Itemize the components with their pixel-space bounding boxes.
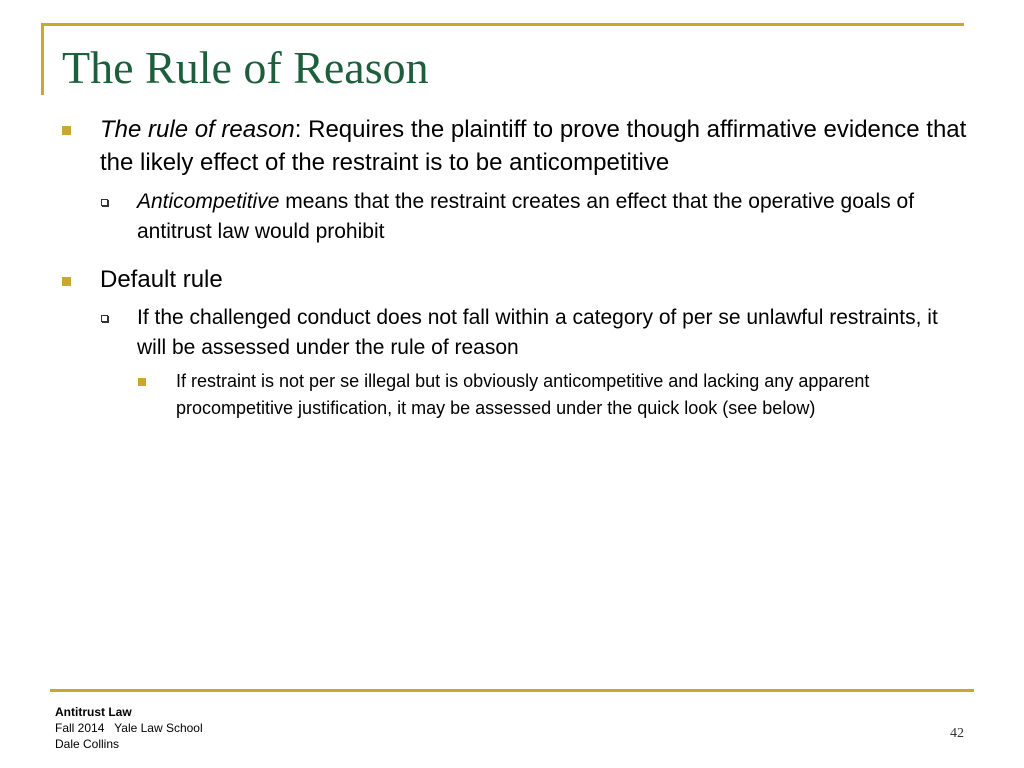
bullet-2-subsub-text: If restraint is not per se illegal but is obviously anticompetitive and lacking any apparent procompetitive justification, it may be assessed under the quick look (see below) bbox=[176, 371, 870, 418]
footer-term-school: Fall 2014 Yale Law School bbox=[55, 721, 203, 735]
page-number: 42 bbox=[950, 726, 964, 741]
bullet-1-body: : Requires the plaintiff to prove though affirmative evidence that the likely effect of the restraint is to be anticompetitive bbox=[100, 116, 967, 176]
bullet-1-sub-body: means that the restraint creates an effect that the operative goals of antitrust law would prohibit bbox=[137, 190, 915, 243]
square-bullet-icon bbox=[138, 378, 146, 386]
hollow-square-bullet-icon bbox=[101, 199, 108, 206]
frame-top-rule bbox=[41, 23, 964, 26]
square-bullet-icon bbox=[62, 277, 71, 286]
hollow-square-bullet-icon bbox=[101, 315, 108, 322]
frame-left-rule bbox=[41, 23, 44, 95]
footer-info bbox=[55, 704, 203, 752]
bullet-1-text bbox=[100, 113, 970, 179]
square-bullet-icon bbox=[62, 126, 71, 135]
footer-course: Antitrust Law bbox=[55, 705, 132, 719]
footer-author: Dale Collins bbox=[55, 737, 120, 751]
bullet-1-sub-text bbox=[137, 187, 957, 247]
slide-title: The Rule of Reason bbox=[62, 42, 429, 93]
bullet-2-sub-text: If the challenged conduct does not fall within a category of per se unlawful restraints, it will be assessed under the rule of reason bbox=[137, 306, 938, 359]
bullet-1-sub-term: Anticompetitive bbox=[137, 190, 280, 213]
footer-rule bbox=[50, 689, 974, 692]
bullet-1-term: The rule of reason bbox=[100, 116, 295, 143]
bullet-2-text: Default rule bbox=[100, 266, 223, 293]
